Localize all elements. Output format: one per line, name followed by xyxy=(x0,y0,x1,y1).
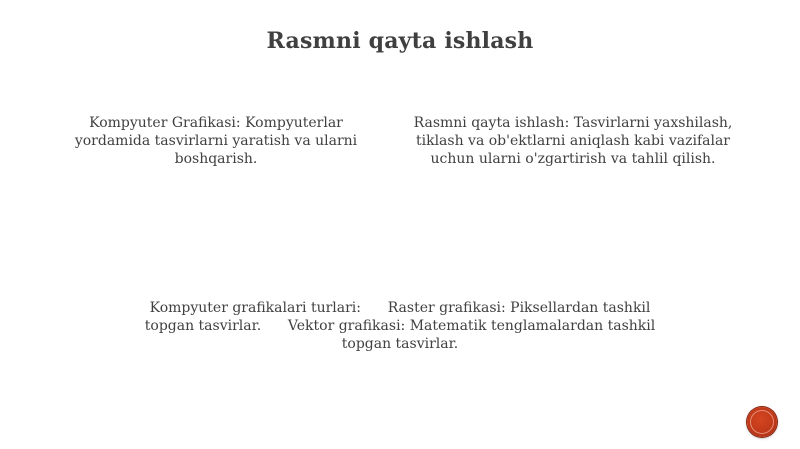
slide-title: Rasmni qayta ishlash xyxy=(266,28,534,54)
next-slide-button[interactable] xyxy=(747,407,777,437)
right-text-block: Rasmni qayta ishlash: Tasvirlarni yaxshilash, tiklash va ob'ektlarni aniqlash kabi vazifalar uchun ularni o'zgartirish va tahlil qilish. xyxy=(413,115,733,167)
circle-nav-icon xyxy=(750,410,774,434)
bottom-text-block: Kompyuter grafikalari turlari: Raster grafikasi: Piksellardan tashkil topgan tasvirlar. Vektor grafikasi: Matematik tenglamalardan tashkil topgan tasvirlar. xyxy=(144,300,660,352)
left-text-block: Kompyuter Grafikasi: Kompyuterlar yordamida tasvirlarni yaratish va ularni boshqarish. xyxy=(74,115,358,167)
